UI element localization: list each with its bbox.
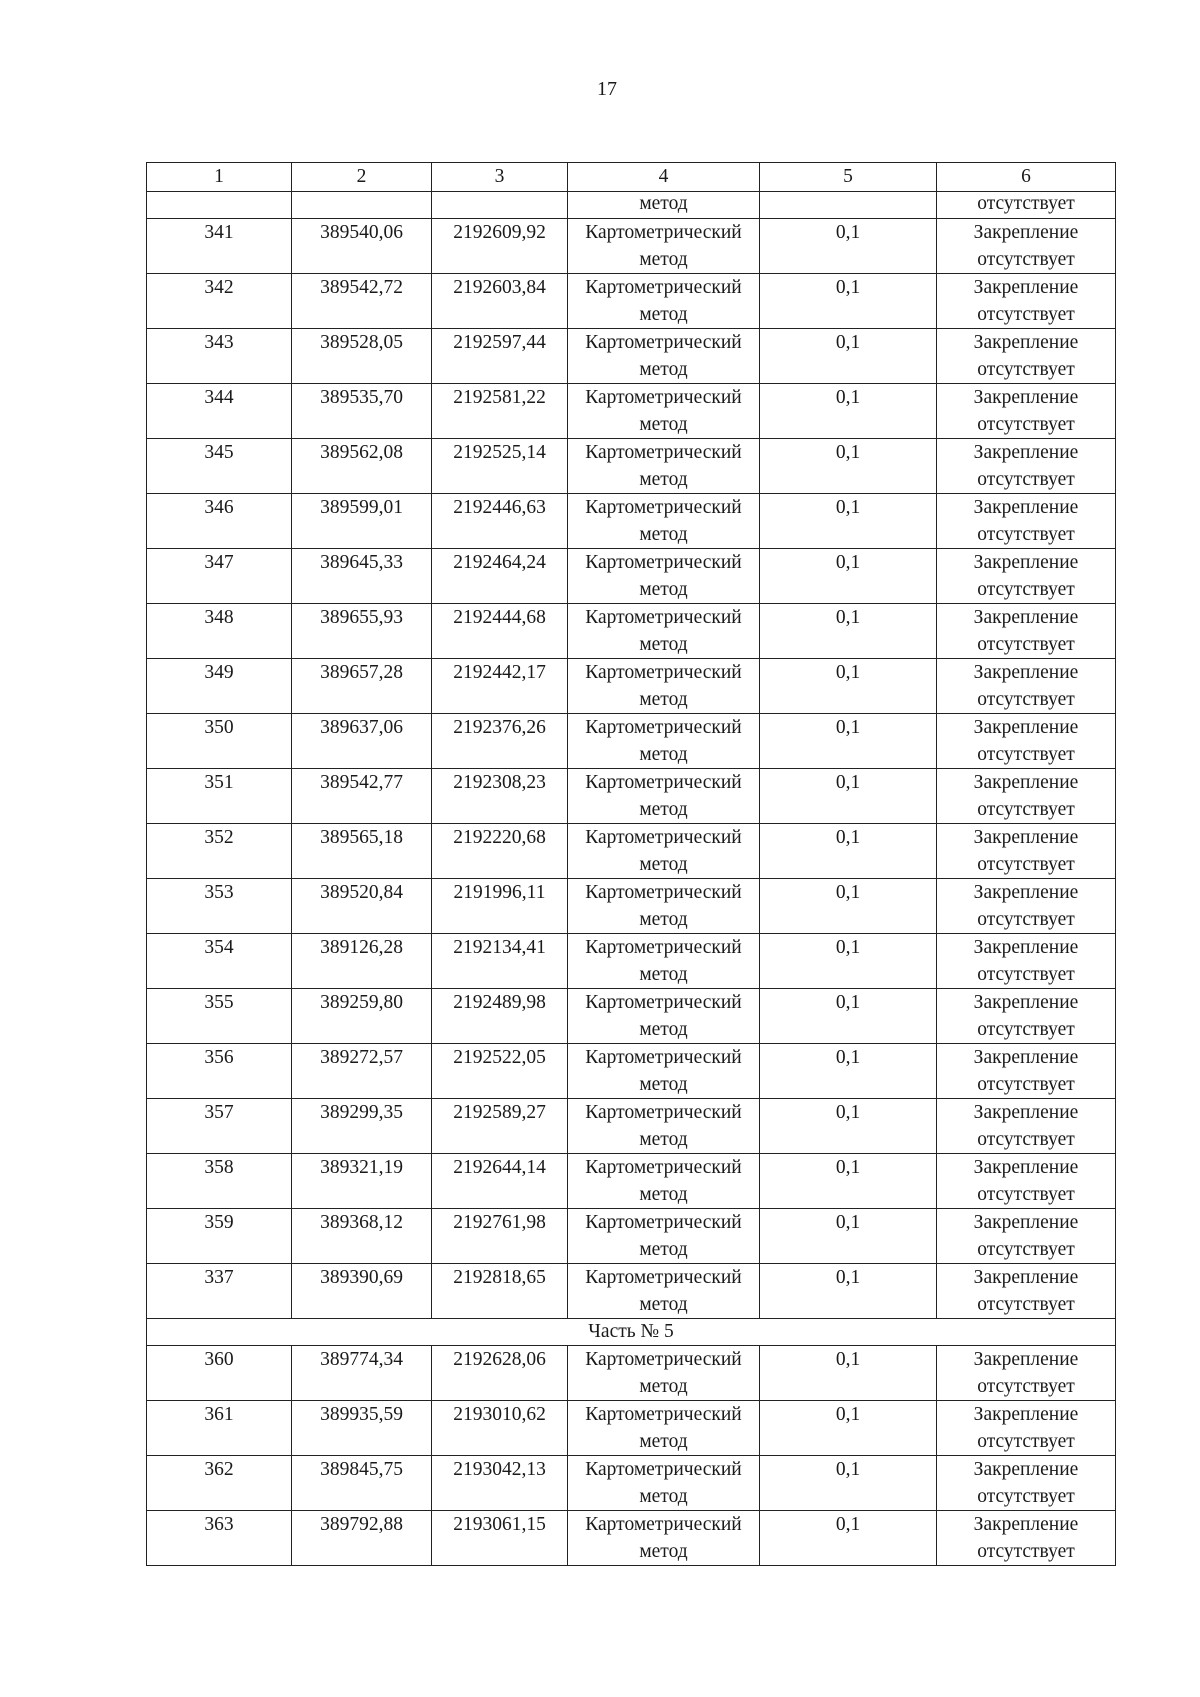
point-number-cell: 361 <box>147 1401 292 1456</box>
table-row <box>147 714 1116 769</box>
fixing-line-2: отсутствует <box>977 634 1075 655</box>
method-line-2: метод <box>639 414 688 435</box>
point-number-cell: 351 <box>147 769 292 824</box>
point-number-cell: 342 <box>147 274 292 329</box>
method-cell <box>568 384 760 439</box>
method-cell <box>568 659 760 714</box>
cell: метод <box>568 192 760 219</box>
cell <box>292 192 432 219</box>
fixing-line-2: отсутствует <box>977 1184 1075 1205</box>
y-coordinate-cell: 2192609,92 <box>432 219 568 274</box>
table-row <box>147 494 1116 549</box>
method-line-1: Картометрический <box>585 1514 742 1535</box>
table-row <box>147 329 1116 384</box>
point-number-cell: 341 <box>147 219 292 274</box>
y-coordinate-cell: 2192220,68 <box>432 824 568 879</box>
method-line-1: Картометрический <box>585 992 742 1013</box>
method-cell <box>568 714 760 769</box>
fixing-cell <box>937 1154 1116 1209</box>
method-line-2: метод <box>639 1376 688 1397</box>
table-row <box>147 989 1116 1044</box>
point-number-cell: 356 <box>147 1044 292 1099</box>
fixing-cell <box>937 329 1116 384</box>
fixing-line-1: Закрепление <box>973 607 1079 628</box>
method-line-1: Картометрический <box>585 607 742 628</box>
table-row <box>147 1456 1116 1511</box>
accuracy-cell: 0,1 <box>760 824 937 879</box>
point-number-cell: 353 <box>147 879 292 934</box>
point-number-cell: 337 <box>147 1264 292 1319</box>
x-coordinate-cell: 389528,05 <box>292 329 432 384</box>
fixing-line-1: Закрепление <box>973 1047 1079 1068</box>
method-cell <box>568 1099 760 1154</box>
page-number: 17 <box>597 78 617 100</box>
fixing-line-1: Закрепление <box>973 1349 1079 1370</box>
fixing-cell <box>937 824 1116 879</box>
accuracy-cell: 0,1 <box>760 1456 937 1511</box>
section-row <box>147 1319 1116 1346</box>
method-line-2: метод <box>639 579 688 600</box>
method-line-2: метод <box>639 909 688 930</box>
fixing-line-2: отсутствует <box>977 1376 1075 1397</box>
fixing-line-1: Закрепление <box>973 992 1079 1013</box>
accuracy-cell: 0,1 <box>760 549 937 604</box>
x-coordinate-cell: 389657,28 <box>292 659 432 714</box>
method-line-2: метод <box>639 689 688 710</box>
method-line-2: метод <box>639 799 688 820</box>
method-line-1: Картометрический <box>585 332 742 353</box>
cell: отсутствует <box>937 192 1116 219</box>
continuation-row <box>147 192 1116 219</box>
y-coordinate-cell: 2191996,11 <box>432 879 568 934</box>
column-header: 6 <box>937 163 1116 192</box>
table-row <box>147 274 1116 329</box>
fixing-cell <box>937 934 1116 989</box>
x-coordinate-cell: 389390,69 <box>292 1264 432 1319</box>
column-header: 5 <box>760 163 937 192</box>
x-coordinate-cell: 389645,33 <box>292 549 432 604</box>
table-row <box>147 604 1116 659</box>
point-number-cell: 345 <box>147 439 292 494</box>
method-cell <box>568 494 760 549</box>
method-line-2: метод <box>639 1294 688 1315</box>
method-line-1: Картометрический <box>585 1047 742 1068</box>
accuracy-cell: 0,1 <box>760 1209 937 1264</box>
method-cell <box>568 989 760 1044</box>
column-header: 4 <box>568 163 760 192</box>
accuracy-cell: 0,1 <box>760 714 937 769</box>
x-coordinate-cell: 389774,34 <box>292 1346 432 1401</box>
accuracy-cell: 0,1 <box>760 439 937 494</box>
fixing-line-2: отсутствует <box>977 909 1075 930</box>
fixing-line-1: Закрепление <box>973 1267 1079 1288</box>
method-cell <box>568 549 760 604</box>
method-cell <box>568 769 760 824</box>
x-coordinate-cell: 389565,18 <box>292 824 432 879</box>
table-row <box>147 1044 1116 1099</box>
method-line-2: метод <box>639 1184 688 1205</box>
fixing-line-2: отсутствует <box>977 1239 1075 1260</box>
method-line-2: метод <box>639 744 688 765</box>
accuracy-cell: 0,1 <box>760 1154 937 1209</box>
method-line-1: Картометрический <box>585 717 742 738</box>
method-line-1: Картометрический <box>585 662 742 683</box>
fixing-cell <box>937 494 1116 549</box>
accuracy-cell: 0,1 <box>760 769 937 824</box>
method-cell <box>568 604 760 659</box>
y-coordinate-cell: 2192522,05 <box>432 1044 568 1099</box>
x-coordinate-cell: 389272,57 <box>292 1044 432 1099</box>
accuracy-cell: 0,1 <box>760 1346 937 1401</box>
table-row <box>147 1264 1116 1319</box>
x-coordinate-cell: 389845,75 <box>292 1456 432 1511</box>
x-coordinate-cell: 389655,93 <box>292 604 432 659</box>
method-line-1: Картометрический <box>585 1212 742 1233</box>
fixing-cell <box>937 604 1116 659</box>
accuracy-cell: 0,1 <box>760 1099 937 1154</box>
column-header: 2 <box>292 163 432 192</box>
method-line-1: Картометрический <box>585 1404 742 1425</box>
fixing-line-1: Закрепление <box>973 1212 1079 1233</box>
table-row <box>147 439 1116 494</box>
accuracy-cell: 0,1 <box>760 879 937 934</box>
method-cell <box>568 274 760 329</box>
fixing-line-1: Закрепление <box>973 332 1079 353</box>
method-line-1: Картометрический <box>585 1267 742 1288</box>
accuracy-cell: 0,1 <box>760 494 937 549</box>
fixing-line-1: Закрепление <box>973 717 1079 738</box>
fixing-cell <box>937 879 1116 934</box>
fixing-line-2: отсутствует <box>977 469 1075 490</box>
method-line-2: метод <box>639 964 688 985</box>
table-row <box>147 879 1116 934</box>
method-line-2: метод <box>639 634 688 655</box>
fixing-line-2: отсутствует <box>977 1541 1075 1562</box>
fixing-cell <box>937 1456 1116 1511</box>
fixing-line-1: Закрепление <box>973 222 1079 243</box>
fixing-line-2: отсутствует <box>977 1486 1075 1507</box>
y-coordinate-cell: 2192581,22 <box>432 384 568 439</box>
fixing-cell <box>937 1511 1116 1566</box>
method-line-2: метод <box>639 854 688 875</box>
x-coordinate-cell: 389637,06 <box>292 714 432 769</box>
y-coordinate-cell: 2192134,41 <box>432 934 568 989</box>
fixing-line-2: отсутствует <box>977 579 1075 600</box>
table-row <box>147 1099 1116 1154</box>
point-number-cell: 362 <box>147 1456 292 1511</box>
method-line-1: Картометрический <box>585 937 742 958</box>
accuracy-cell: 0,1 <box>760 604 937 659</box>
method-line-1: Картометрический <box>585 1459 742 1480</box>
fixing-line-2: отсутствует <box>977 1294 1075 1315</box>
y-coordinate-cell: 2192603,84 <box>432 274 568 329</box>
point-number-cell: 354 <box>147 934 292 989</box>
column-header-row <box>147 163 1116 192</box>
point-number-cell: 363 <box>147 1511 292 1566</box>
table-body <box>147 163 1116 1566</box>
method-line-1: Картометрический <box>585 552 742 573</box>
cell <box>147 192 292 219</box>
y-coordinate-cell: 2192525,14 <box>432 439 568 494</box>
fixing-line-2: отсутствует <box>977 1019 1075 1040</box>
fixing-cell <box>937 274 1116 329</box>
method-line-2: метод <box>639 1541 688 1562</box>
y-coordinate-cell: 2192376,26 <box>432 714 568 769</box>
table-row <box>147 934 1116 989</box>
y-coordinate-cell: 2192761,98 <box>432 1209 568 1264</box>
table-row <box>147 824 1116 879</box>
fixing-line-2: отсутствует <box>977 799 1075 820</box>
y-coordinate-cell: 2193061,15 <box>432 1511 568 1566</box>
method-line-1: Картометрический <box>585 387 742 408</box>
fixing-line-1: Закрепление <box>973 772 1079 793</box>
x-coordinate-cell: 389321,19 <box>292 1154 432 1209</box>
fixing-cell <box>937 1264 1116 1319</box>
method-cell <box>568 1346 760 1401</box>
method-line-2: метод <box>639 249 688 270</box>
fixing-line-1: Закрепление <box>973 937 1079 958</box>
method-cell <box>568 934 760 989</box>
fixing-line-2: отсутствует <box>977 524 1075 545</box>
cell <box>760 192 937 219</box>
fixing-line-1: Закрепление <box>973 827 1079 848</box>
x-coordinate-cell: 389542,77 <box>292 769 432 824</box>
fixing-line-1: Закрепление <box>973 1404 1079 1425</box>
point-number-cell: 350 <box>147 714 292 769</box>
method-line-1: Картометрический <box>585 442 742 463</box>
method-line-2: метод <box>639 1486 688 1507</box>
fixing-line-1: Закрепление <box>973 552 1079 573</box>
table-row <box>147 1401 1116 1456</box>
fixing-cell <box>937 1209 1116 1264</box>
y-coordinate-cell: 2192308,23 <box>432 769 568 824</box>
accuracy-cell: 0,1 <box>760 1264 937 1319</box>
point-number-cell: 358 <box>147 1154 292 1209</box>
method-line-2: метод <box>639 469 688 490</box>
method-line-1: Картометрический <box>585 497 742 518</box>
method-cell <box>568 1456 760 1511</box>
table-row <box>147 1346 1116 1401</box>
method-line-2: метод <box>639 304 688 325</box>
fixing-line-1: Закрепление <box>973 387 1079 408</box>
fixing-cell <box>937 769 1116 824</box>
fixing-line-2: отсутствует <box>977 689 1075 710</box>
x-coordinate-cell: 389935,59 <box>292 1401 432 1456</box>
accuracy-cell: 0,1 <box>760 1401 937 1456</box>
point-number-cell: 346 <box>147 494 292 549</box>
method-line-1: Картометрический <box>585 222 742 243</box>
fixing-cell <box>937 1044 1116 1099</box>
fixing-line-1: Закрепление <box>973 1514 1079 1535</box>
fixing-line-2: отсутствует <box>977 1431 1075 1452</box>
method-cell <box>568 1511 760 1566</box>
cell <box>432 192 568 219</box>
method-cell <box>568 329 760 384</box>
method-cell <box>568 879 760 934</box>
point-number-cell: 355 <box>147 989 292 1044</box>
x-coordinate-cell: 389299,35 <box>292 1099 432 1154</box>
fixing-cell <box>937 989 1116 1044</box>
method-line-2: метод <box>639 1431 688 1452</box>
fixing-line-1: Закрепление <box>973 1157 1079 1178</box>
accuracy-cell: 0,1 <box>760 989 937 1044</box>
method-cell <box>568 439 760 494</box>
section-title: Часть № 5 <box>147 1319 1116 1346</box>
fixing-line-1: Закрепление <box>973 497 1079 518</box>
x-coordinate-cell: 389520,84 <box>292 879 432 934</box>
table-row <box>147 659 1116 714</box>
method-line-2: метод <box>639 524 688 545</box>
fixing-line-1: Закрепление <box>973 442 1079 463</box>
coordinates-table <box>146 162 1116 1566</box>
method-cell <box>568 1154 760 1209</box>
point-number-cell: 360 <box>147 1346 292 1401</box>
fixing-cell <box>937 1401 1116 1456</box>
fixing-line-2: отсутствует <box>977 1129 1075 1150</box>
method-cell <box>568 219 760 274</box>
x-coordinate-cell: 389126,28 <box>292 934 432 989</box>
fixing-line-2: отсутствует <box>977 304 1075 325</box>
fixing-line-2: отсутствует <box>977 964 1075 985</box>
accuracy-cell: 0,1 <box>760 1044 937 1099</box>
fixing-line-1: Закрепление <box>973 1459 1079 1480</box>
accuracy-cell: 0,1 <box>760 659 937 714</box>
fixing-line-2: отсутствует <box>977 744 1075 765</box>
accuracy-cell: 0,1 <box>760 384 937 439</box>
x-coordinate-cell: 389259,80 <box>292 989 432 1044</box>
x-coordinate-cell: 389368,12 <box>292 1209 432 1264</box>
method-line-1: Картометрический <box>585 827 742 848</box>
y-coordinate-cell: 2192464,24 <box>432 549 568 604</box>
y-coordinate-cell: 2192442,17 <box>432 659 568 714</box>
method-line-1: Картометрический <box>585 1102 742 1123</box>
method-cell <box>568 1264 760 1319</box>
table-row <box>147 1209 1116 1264</box>
y-coordinate-cell: 2192628,06 <box>432 1346 568 1401</box>
point-number-cell: 343 <box>147 329 292 384</box>
y-coordinate-cell: 2192444,68 <box>432 604 568 659</box>
column-header: 1 <box>147 163 292 192</box>
column-header: 3 <box>432 163 568 192</box>
y-coordinate-cell: 2193042,13 <box>432 1456 568 1511</box>
x-coordinate-cell: 389599,01 <box>292 494 432 549</box>
fixing-cell <box>937 549 1116 604</box>
fixing-line-1: Закрепление <box>973 662 1079 683</box>
method-line-1: Картометрический <box>585 1349 742 1370</box>
method-line-2: метод <box>639 1074 688 1095</box>
point-number-cell: 359 <box>147 1209 292 1264</box>
y-coordinate-cell: 2192644,14 <box>432 1154 568 1209</box>
method-cell <box>568 1209 760 1264</box>
method-line-1: Картометрический <box>585 1157 742 1178</box>
accuracy-cell: 0,1 <box>760 934 937 989</box>
x-coordinate-cell: 389535,70 <box>292 384 432 439</box>
fixing-cell <box>937 219 1116 274</box>
method-line-2: метод <box>639 1019 688 1040</box>
table-row <box>147 219 1116 274</box>
method-line-2: метод <box>639 1129 688 1150</box>
y-coordinate-cell: 2193010,62 <box>432 1401 568 1456</box>
fixing-cell <box>937 659 1116 714</box>
point-number-cell: 347 <box>147 549 292 604</box>
point-number-cell: 344 <box>147 384 292 439</box>
fixing-cell <box>937 384 1116 439</box>
y-coordinate-cell: 2192589,27 <box>432 1099 568 1154</box>
point-number-cell: 352 <box>147 824 292 879</box>
point-number-cell: 357 <box>147 1099 292 1154</box>
fixing-line-2: отсутствует <box>977 1074 1075 1095</box>
fixing-cell <box>937 439 1116 494</box>
y-coordinate-cell: 2192818,65 <box>432 1264 568 1319</box>
fixing-line-1: Закрепление <box>973 882 1079 903</box>
table-row <box>147 549 1116 604</box>
table-row <box>147 1511 1116 1566</box>
fixing-line-2: отсутствует <box>977 854 1075 875</box>
method-cell <box>568 824 760 879</box>
method-line-2: метод <box>639 359 688 380</box>
fixing-line-1: Закрепление <box>973 277 1079 298</box>
fixing-line-2: отсутствует <box>977 249 1075 270</box>
fixing-cell <box>937 1099 1116 1154</box>
fixing-line-1: Закрепление <box>973 1102 1079 1123</box>
point-number-cell: 349 <box>147 659 292 714</box>
x-coordinate-cell: 389562,08 <box>292 439 432 494</box>
method-line-1: Картометрический <box>585 772 742 793</box>
fixing-cell <box>937 1346 1116 1401</box>
table-row <box>147 769 1116 824</box>
method-cell <box>568 1044 760 1099</box>
method-cell <box>568 1401 760 1456</box>
fixing-line-2: отсутствует <box>977 414 1075 435</box>
fixing-line-2: отсутствует <box>977 359 1075 380</box>
fixing-cell <box>937 714 1116 769</box>
method-line-1: Картометрический <box>585 277 742 298</box>
accuracy-cell: 0,1 <box>760 1511 937 1566</box>
y-coordinate-cell: 2192489,98 <box>432 989 568 1044</box>
accuracy-cell: 0,1 <box>760 329 937 384</box>
y-coordinate-cell: 2192446,63 <box>432 494 568 549</box>
x-coordinate-cell: 389540,06 <box>292 219 432 274</box>
table-row <box>147 384 1116 439</box>
x-coordinate-cell: 389542,72 <box>292 274 432 329</box>
method-line-2: метод <box>639 1239 688 1260</box>
x-coordinate-cell: 389792,88 <box>292 1511 432 1566</box>
accuracy-cell: 0,1 <box>760 274 937 329</box>
method-line-1: Картометрический <box>585 882 742 903</box>
y-coordinate-cell: 2192597,44 <box>432 329 568 384</box>
point-number-cell: 348 <box>147 604 292 659</box>
accuracy-cell: 0,1 <box>760 219 937 274</box>
table-row <box>147 1154 1116 1209</box>
